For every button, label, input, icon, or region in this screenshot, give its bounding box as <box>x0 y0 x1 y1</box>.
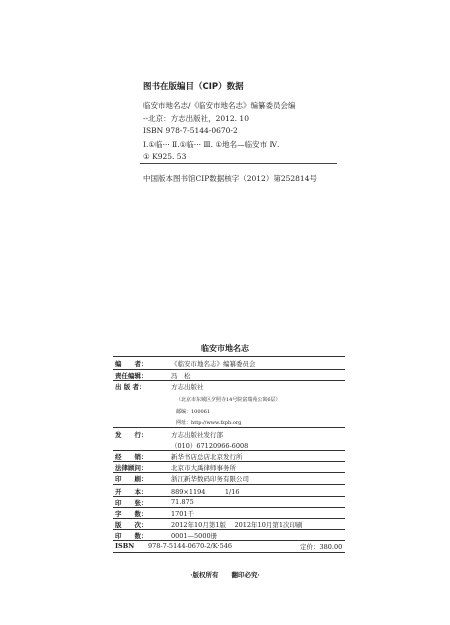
row-divider <box>113 427 345 428</box>
responsible-editor-label: 责任编辑： <box>115 372 148 380</box>
edition-value: 2012年10月第1版 2012年10月第1次印刷 <box>171 521 303 529</box>
cip-line-publication: --北京：方志出版社，2012. 10 <box>143 114 249 123</box>
colophon-top-rule <box>113 356 345 357</box>
cip-number: 中国版本图书馆CIP数据核字（2012）第252814号 <box>143 174 317 183</box>
retailer-value: 新华书店总店北京发行所 <box>171 453 243 461</box>
distributor-phone: （010）67120966-6008 <box>171 442 249 450</box>
retailer-label: 经 销： <box>115 453 148 461</box>
print-run-label: 印 数： <box>115 532 148 540</box>
row-divider <box>113 380 345 381</box>
publisher-address: （北京市东城区夕照寺14号院富瑞苑公寓6层） <box>176 397 281 403</box>
colophon-mid-rule <box>113 484 345 485</box>
legal-counsel-label: 法律顾问： <box>115 464 148 472</box>
cip-heading: 图书在版编目（CIP）数据 <box>143 82 244 92</box>
format-value: 889×1194 1/16 <box>171 488 240 496</box>
word-count-value: 1701千 <box>171 510 195 518</box>
cip-divider <box>140 163 337 164</box>
responsible-editor-value: 冯 松 <box>171 372 191 380</box>
row-divider <box>113 507 345 508</box>
price: 定价：380.00 <box>300 543 343 551</box>
sheets-label: 印 张： <box>115 499 148 507</box>
editor-value: 《临安市地名志》编纂委员会 <box>171 360 256 368</box>
row-divider <box>113 450 345 451</box>
cip-line-title: 临安市地名志/《临安市地名志》编纂委员会编 <box>143 101 296 110</box>
row-divider <box>113 540 345 541</box>
sheets-value: 71.875 <box>171 498 194 506</box>
isbn-value: 978-7-5144-0670-2/K·546 <box>148 542 233 550</box>
format-label: 开 本： <box>115 488 148 496</box>
publisher-postcode: 邮编：100061 <box>176 409 211 415</box>
publisher-website: 网址：http://www.fzph.org <box>176 420 242 426</box>
row-divider <box>113 529 345 530</box>
isbn-label: ISBN <box>115 542 135 550</box>
publisher-value: 方志出版社 <box>171 383 204 391</box>
book-title: 临安市地名志 <box>201 344 249 353</box>
distributor-label: 发 行： <box>115 431 148 439</box>
row-divider <box>113 472 345 473</box>
printer-value: 浙江新华数码印务有限公司 <box>171 475 249 483</box>
colophon-bottom-rule <box>113 552 345 553</box>
cip-line-classification: ① K925. 53 <box>143 152 187 161</box>
distributor-value: 方志出版社发行部 <box>171 431 223 439</box>
printer-label: 印 刷： <box>115 475 148 483</box>
row-divider <box>113 461 345 462</box>
cip-line-isbn: ISBN 978-7-5144-0670-2 <box>143 126 238 135</box>
print-run-value: 0001—5000册 <box>171 532 218 540</box>
copyright-notice: ·版权所有 翻印必究· <box>190 571 260 579</box>
publisher-label: 出 版 者： <box>115 383 146 391</box>
editor-label: 编 者： <box>115 360 148 368</box>
row-divider <box>113 496 345 497</box>
legal-counsel-value: 北京市大禹律师事务所 <box>171 464 236 472</box>
row-divider <box>113 369 345 370</box>
row-divider <box>113 518 345 519</box>
word-count-label: 字 数： <box>115 510 148 518</box>
edition-label: 版 次： <box>115 521 148 529</box>
cip-line-subjects: Ⅰ.①临··· Ⅱ.①临··· Ⅲ. ①地名—临安市 Ⅳ. <box>143 140 280 149</box>
